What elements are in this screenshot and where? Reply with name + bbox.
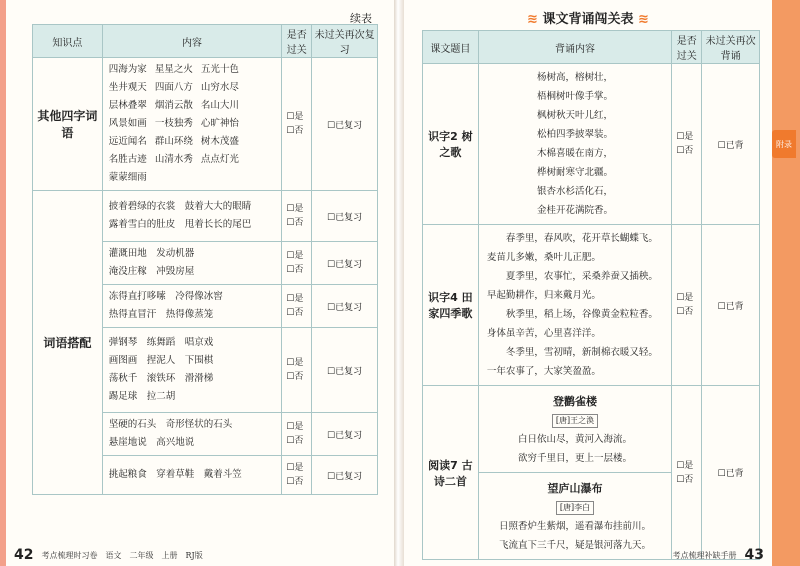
left-footer	[6, 544, 394, 566]
phrase-line: 冻得直打哆嗦 冷得像冰窖	[108, 291, 223, 302]
poem-line: 欲穷千里目，更上一层楼。	[518, 453, 633, 464]
appendix-side-tab: 附录	[772, 130, 796, 158]
poem-title: 望庐山瀑布	[547, 482, 603, 495]
idiom-word: 蒙蒙细雨	[108, 172, 147, 183]
wave-decoration-icon: ≋	[527, 12, 538, 27]
checkbox-yes[interactable]: ☐是	[676, 293, 694, 303]
poem-line: 杨树高，榕树壮，	[537, 72, 614, 83]
checkbox-yes[interactable]: ☐是	[286, 204, 304, 214]
table-row-lesson	[423, 64, 760, 225]
idiom-line	[109, 169, 275, 187]
idiom-line	[109, 115, 275, 133]
checkbox-no[interactable]: ☐否	[286, 265, 304, 275]
table-row-idioms	[33, 58, 378, 191]
header-pass: 是否过关	[282, 25, 312, 58]
lesson-title: 识字2 树之歌	[423, 64, 479, 225]
checkbox-no[interactable]: ☐否	[286, 477, 304, 487]
table-row-phrases	[33, 191, 378, 242]
header-content: 内容	[102, 25, 281, 58]
idiom-word: 远近闻名	[108, 136, 147, 147]
pass-checkbox-group[interactable]	[282, 191, 312, 242]
poem-author: [唐]王之涣	[552, 414, 598, 428]
idiom-word: 四面八方	[154, 82, 193, 93]
prose-paragraph: 冬季里，雪初晴，新制棉衣暖又轻。一年农事了，大家笑盈盈。	[486, 347, 658, 377]
poem-line: 桦树耐寒守北疆。	[537, 167, 614, 178]
checkbox-no[interactable]: ☐否	[676, 474, 694, 485]
idiom-word: 烟消云散	[154, 100, 193, 111]
header-recite: 背诵内容	[478, 31, 671, 64]
idiom-word: 群山环绕	[154, 136, 193, 147]
right-footer-text: 考点梳理补缺手册	[672, 550, 737, 560]
phrase-line: 披着碧绿的衣裳 鼓着大大的眼睛	[108, 201, 252, 212]
idiom-line	[109, 133, 275, 151]
checkbox-no[interactable]: ☐否	[286, 372, 304, 382]
idiom-line	[109, 61, 275, 79]
phrase-line: 荡秋千 滚铁环 滑滑梯	[108, 373, 214, 384]
table-row-lesson	[423, 225, 760, 386]
phrase-line: 热得直冒汗 热得像蒸笼	[108, 309, 214, 320]
idiom-word: 四海为家	[108, 64, 147, 75]
phrase-line: 露着雪白的肚皮 甩着长长的尾巴	[108, 219, 252, 230]
review-checkbox[interactable]: ☐已复习	[312, 58, 378, 191]
phrase-line: 坚硬的石头 奇形怪状的石头	[108, 419, 233, 430]
recitation-table	[422, 30, 760, 560]
checkbox-yes[interactable]: ☐是	[676, 132, 694, 142]
phrase-content	[102, 242, 281, 285]
poem-line: 日照香炉生紫烟，遥看瀑布挂前川。	[499, 521, 652, 532]
checkbox-yes[interactable]: ☐是	[286, 463, 304, 473]
prose-paragraph: 春季里，春风吹，花开草长蝴蝶飞。麦苗儿多嫩，桑叶儿正肥。	[486, 233, 658, 263]
idiom-word: 名山大川	[200, 100, 239, 111]
right-page-content	[404, 0, 772, 566]
review-checkbox[interactable]: ☐已复习	[312, 242, 378, 285]
knowledge-table	[32, 24, 378, 495]
left-page-content	[6, 0, 394, 566]
checkbox-yes[interactable]: ☐是	[286, 358, 304, 368]
idiom-line	[109, 151, 275, 169]
page-number-right: 43	[744, 547, 764, 563]
review-checkbox[interactable]: ☐已复习	[312, 285, 378, 328]
pass-checkbox-group[interactable]	[282, 328, 312, 413]
idioms-content	[102, 58, 281, 191]
checkbox-no[interactable]: ☐否	[676, 307, 694, 317]
recitation-title	[404, 8, 772, 27]
idiom-word: 星星之火	[154, 64, 193, 75]
phrase-content	[102, 191, 281, 242]
poem-author-row	[483, 411, 667, 430]
checkbox-yes[interactable]: ☐是	[286, 294, 304, 304]
pass-checkbox-group[interactable]	[282, 456, 312, 495]
checkbox-no[interactable]: ☐否	[286, 218, 304, 228]
continued-label: 续表	[350, 12, 372, 25]
checkbox-no[interactable]: ☐否	[286, 436, 304, 446]
header-recite-again: 未过关再次背诵	[702, 31, 760, 64]
poem-title: 登鹳雀楼	[553, 395, 598, 408]
checkbox-yes[interactable]: ☐是	[286, 422, 304, 432]
checkbox-no[interactable]: ☐否	[286, 308, 304, 318]
pass-checkbox-group[interactable]	[282, 58, 312, 191]
recite-checkbox[interactable]: ☐已背	[702, 386, 760, 560]
checkbox-yes[interactable]: ☐是	[286, 251, 304, 261]
phrase-line: 灌溉田地 发动机器	[108, 248, 195, 259]
pass-checkbox-group[interactable]	[282, 285, 312, 328]
orange-page-edge	[772, 0, 800, 566]
topic-phrases: 词语搭配	[33, 191, 103, 495]
phrase-line: 挑起粮食 穿着草鞋 戴着斗笠	[108, 469, 242, 480]
idiom-word: 山清水秀	[154, 154, 193, 165]
poem-line: 金桂开花满院香。	[537, 205, 614, 216]
poem-line: 松柏四季披翠装。	[537, 129, 614, 140]
header-review: 未过关再次复习	[312, 25, 378, 58]
idiom-word: 山穷水尽	[200, 82, 239, 93]
phrase-content	[102, 285, 281, 328]
lesson-title: 识字4 田家四季歌	[423, 225, 479, 386]
recite-content	[478, 225, 671, 386]
idiom-word: 树木茂盛	[200, 136, 239, 147]
phrase-line: 弹钢琴 练舞蹈 唱京戏	[108, 337, 214, 348]
pass-checkbox-group[interactable]	[672, 386, 702, 560]
phrase-line: 淹没庄稼 冲毁房屋	[108, 266, 195, 277]
recite-checkbox[interactable]: ☐已背	[702, 225, 760, 386]
phrase-content	[102, 413, 281, 456]
wave-decoration-icon: ≋	[638, 12, 649, 27]
phrase-line: 踢足球 拉二胡	[108, 391, 176, 402]
idiom-line	[109, 79, 275, 97]
recitation-table-header	[423, 31, 760, 64]
checkbox-no[interactable]: ☐否	[676, 146, 694, 156]
phrase-content	[102, 456, 281, 495]
left-footer-text: 考点梳理时习卷 语文 二年级 上册 RJ版	[41, 550, 203, 560]
checkbox-yes[interactable]: ☐是	[286, 112, 304, 122]
table-row-lesson	[423, 386, 760, 560]
recitation-title-text: 课文背诵闯关表	[542, 12, 634, 27]
poem-line: 白日依山尽，黄河入海流。	[518, 434, 633, 445]
idiom-word: 层林叠翠	[108, 100, 147, 111]
idiom-line	[109, 97, 275, 115]
idiom-word: 一枝独秀	[154, 118, 193, 129]
poem-author-row	[483, 498, 667, 517]
checkbox-no[interactable]: ☐否	[286, 126, 304, 136]
poem-line: 银杏水杉活化石，	[537, 186, 614, 197]
poem-line: 梧桐树叶像手掌。	[537, 91, 614, 102]
idiom-word: 点点灯光	[200, 154, 239, 165]
idiom-word: 风景如画	[108, 118, 147, 129]
recite-content	[478, 386, 671, 560]
review-checkbox[interactable]: ☐已复习	[312, 413, 378, 456]
pass-checkbox-group[interactable]	[282, 242, 312, 285]
header-topic: 知识点	[33, 25, 103, 58]
knowledge-table-header	[33, 25, 378, 58]
review-checkbox[interactable]: ☐已复习	[312, 328, 378, 413]
poem-line: 木棉喜暖在南方，	[537, 148, 614, 159]
idiom-word: 坐井观天	[108, 82, 147, 93]
phrase-content	[102, 328, 281, 413]
review-checkbox[interactable]: ☐已复习	[312, 456, 378, 495]
checkbox-yes[interactable]: ☐是	[676, 460, 694, 471]
pass-checkbox-group[interactable]	[672, 64, 702, 225]
idiom-word: 五光十色	[200, 64, 239, 75]
prose-paragraph: 夏季里，农事忙，采桑养蚕又插秧。早起勤耕作，归来戴月光。	[486, 271, 658, 301]
book-spine	[394, 0, 404, 566]
page-number-left: 42	[14, 547, 34, 563]
review-checkbox[interactable]: ☐已复习	[312, 191, 378, 242]
poem-block	[479, 386, 671, 472]
idiom-word: 心旷神怡	[200, 118, 239, 129]
right-footer	[404, 544, 772, 566]
idiom-word: 名胜古迹	[108, 154, 147, 165]
phrase-line: 画图画 捏泥人 下围棋	[108, 355, 214, 366]
poem-line: 飞流直下三千尺，疑是银河落九天。	[499, 540, 652, 551]
topic-idioms: 其他四字词语	[33, 58, 103, 191]
phrase-line: 悬崖地说 高兴地说	[108, 437, 195, 448]
prose-paragraph: 秋季里，稻上场，谷像黄金粒粒香。身体虽辛苦，心里喜洋洋。	[486, 309, 658, 339]
lesson-title: 阅读7 古诗二首	[423, 386, 479, 560]
poem-line: 枫树秋天叶儿红，	[537, 110, 614, 121]
header-lesson: 课文题目	[423, 31, 479, 64]
header-pass: 是否过关	[672, 31, 702, 64]
pass-checkbox-group[interactable]	[672, 225, 702, 386]
recite-content	[478, 64, 671, 225]
poem-author: [唐]李白	[556, 501, 594, 515]
recite-checkbox[interactable]: ☐已背	[702, 64, 760, 225]
pass-checkbox-group[interactable]	[282, 413, 312, 456]
